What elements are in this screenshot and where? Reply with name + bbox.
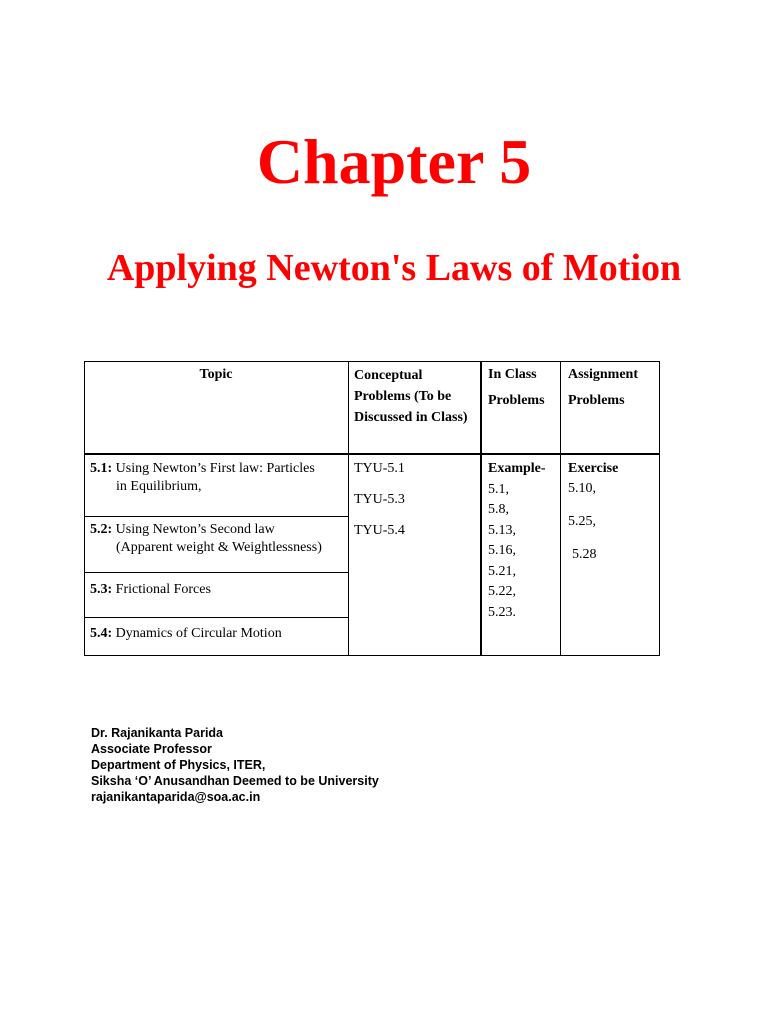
topic-row (90, 460, 346, 496)
topic-number: 5.3: (90, 582, 113, 597)
header-assignment-line: Problems (568, 393, 625, 408)
author-title: Associate Professor (91, 742, 212, 756)
topic-row (90, 581, 346, 599)
table-border-left (84, 361, 85, 656)
conceptual-cell (354, 459, 478, 541)
header-assignment (568, 362, 658, 414)
inclass-item: 5.22, (488, 584, 516, 599)
column-divider (480, 361, 482, 656)
inclass-item: 5.8, (488, 502, 509, 517)
topic-label: Frictional Forces (115, 582, 211, 597)
row-divider (84, 617, 349, 618)
topic-label-cont: in Equilibrium, (116, 479, 202, 494)
author-university: Siksha ‘O’ Anusandhan Deemed to be University (91, 774, 379, 788)
column-divider (348, 361, 349, 656)
chapter-subtitle: Applying Newton's Laws of Motion (106, 247, 682, 289)
header-conceptual-line: Discussed in Class) (354, 410, 468, 425)
row-divider (84, 516, 349, 517)
assignment-label: Exercise (568, 461, 619, 476)
header-conceptual-line: Problems (To be (354, 389, 452, 404)
inclass-cell (488, 459, 560, 623)
header-inclass (488, 362, 560, 414)
header-topic: Topic (199, 367, 233, 382)
conceptual-item: TYU-5.1 (354, 461, 405, 476)
topic-label-cont: (Apparent weight & Weightlessness) (116, 540, 322, 555)
topic-number: 5.1: (90, 461, 113, 476)
author-name: Dr. Rajanikanta Parida (91, 726, 224, 740)
inclass-item: 5.23. (488, 604, 516, 620)
topic-label: Using Newton’s Second law (115, 522, 275, 537)
header-assignment-line: Assignment (568, 367, 639, 382)
chapter-title: Chapter 5 (256, 126, 532, 197)
author-department: Department of Physics, ITER, (91, 758, 266, 772)
author-block (91, 725, 379, 805)
header-divider (84, 453, 660, 455)
topic-label: Dynamics of Circular Motion (115, 626, 282, 641)
conceptual-item: TYU-5.3 (354, 492, 405, 507)
inclass-item: 5.16, (488, 543, 516, 558)
assignment-cell (568, 459, 658, 565)
inclass-label: Example- (488, 461, 546, 476)
table-border-right (659, 361, 660, 656)
header-inclass-line: Problems (488, 393, 545, 408)
topic-label: Using Newton’s First law: Particles (115, 461, 315, 476)
column-divider (560, 361, 561, 656)
inclass-item: 5.13, (488, 522, 516, 538)
syllabus-table (84, 361, 660, 656)
inclass-item: 5.21, (488, 563, 516, 579)
table-border-bottom (84, 655, 660, 656)
topic-number: 5.2: (90, 522, 113, 537)
row-divider (84, 572, 349, 573)
assignment-item: 5.28 (572, 547, 597, 562)
conceptual-item: TYU-5.4 (354, 523, 405, 538)
assignment-item: 5.25, (568, 514, 596, 529)
topic-number: 5.4: (90, 626, 113, 641)
header-conceptual-line: Conceptual (354, 368, 423, 383)
assignment-item: 5.10, (568, 481, 596, 496)
inclass-item: 5.1, (488, 481, 509, 497)
header-inclass-line: In Class (488, 367, 537, 382)
author-email: rajanikantaparida@soa.ac.in (91, 790, 261, 804)
header-conceptual (354, 365, 480, 428)
topic-row (90, 625, 346, 643)
topic-row (90, 521, 346, 557)
